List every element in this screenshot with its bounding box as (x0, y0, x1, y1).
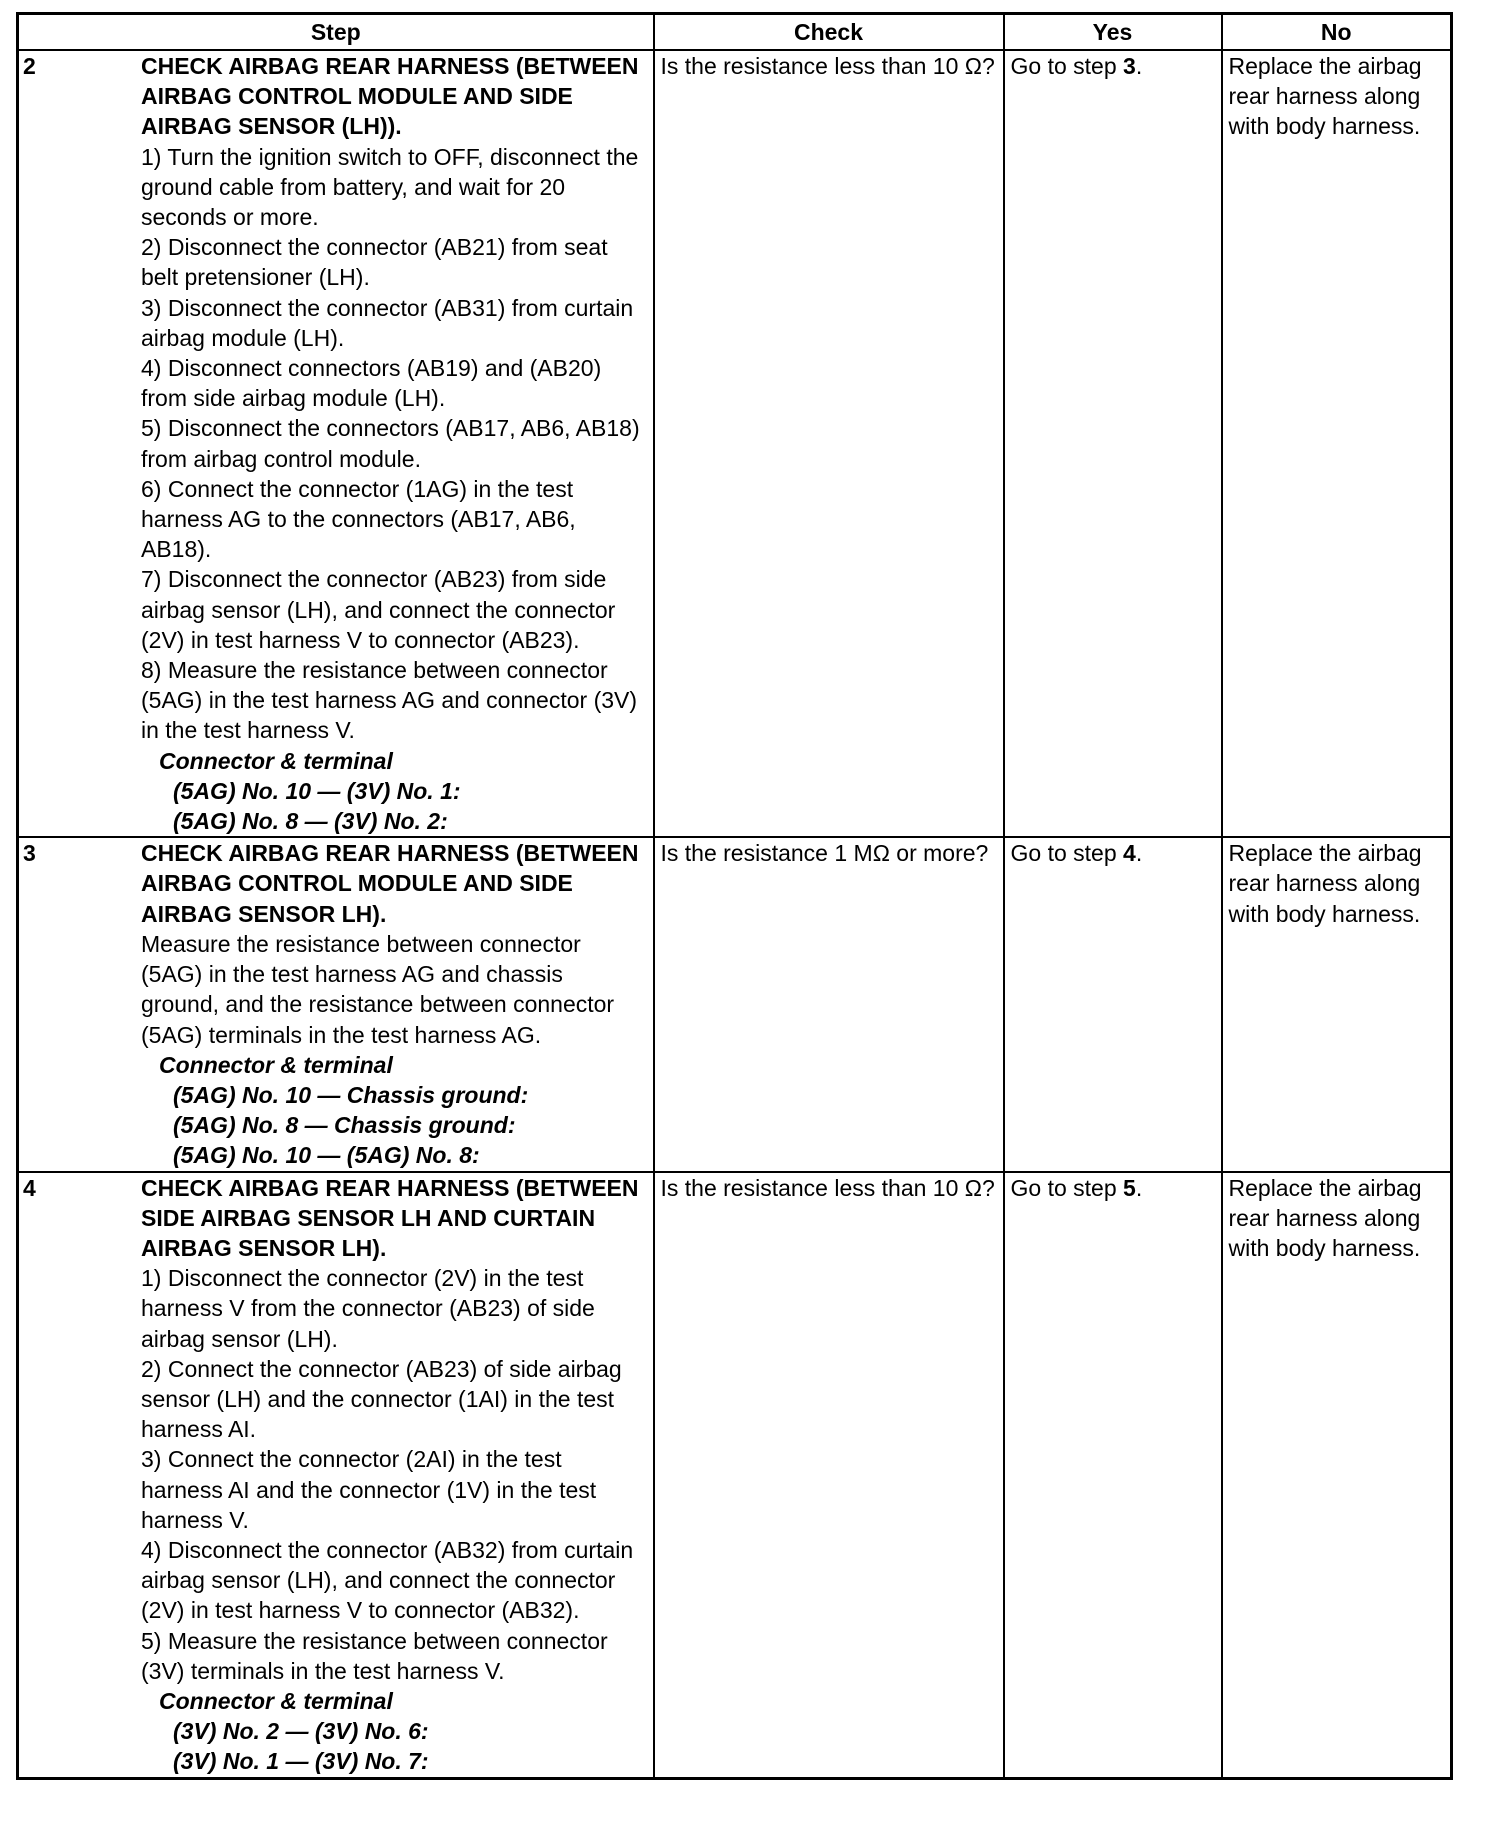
check-cell: Is the resistance 1 MΩ or more? (654, 837, 1004, 1171)
instruction-line: 3) Connect the connector (2AI) in the test harness AI and the connector (1V) in the test harness V. (141, 1446, 597, 1533)
step-text (141, 838, 653, 1170)
yes-cell (1004, 837, 1222, 1171)
table-row (18, 50, 1452, 837)
no-cell: Replace the airbag rear harness along with body harness. (1222, 50, 1452, 837)
connector-terminal-title: Connector & terminal (159, 747, 393, 774)
step-number: 3 (23, 840, 36, 867)
step-text (141, 1173, 653, 1777)
connector-terminal-value: (5AG) No. 8 — Chassis ground: (173, 1112, 516, 1139)
yes-suffix: . (1135, 840, 1143, 867)
instruction-line: 6) Connect the connector (1AG) in the test harness AG to the connectors (AB17, AB6, AB18). (141, 475, 576, 563)
instruction-line: Measure the resistance between connector (5AG) in the test harness AG and chassis ground, and the resistance between connector (5AG) terminals in the test harness AG. (141, 930, 615, 1048)
check-cell: Is the resistance less than 10 Ω? (654, 50, 1004, 837)
yes-step-number: 3 (1123, 53, 1136, 79)
no-cell: Replace the airbag rear harness along with body harness. (1222, 837, 1452, 1171)
table-row (18, 1172, 1452, 1779)
connector-terminal-title: Connector & terminal (159, 1051, 393, 1078)
step-cell (18, 50, 654, 837)
header-no: No (1222, 14, 1452, 51)
step-heading: CHECK AIRBAG REAR HARNESS (BETWEEN AIRBAG CONTROL MODULE AND SIDE AIRBAG SENSOR LH). (141, 840, 639, 927)
instruction-line: 2) Disconnect the connector (AB21) from seat belt pretensioner (LH). (141, 234, 608, 291)
yes-step-number: 5 (1123, 1174, 1136, 1201)
connector-terminal-value: (5AG) No. 10 — (3V) No. 1: (173, 777, 461, 804)
instruction-line: 1) Turn the ignition switch to OFF, disconnect the ground cable from battery, and wait for 20 seconds or more. (141, 143, 639, 231)
instruction-line: 4) Disconnect connectors (AB19) and (AB20) from side airbag module (LH). (141, 355, 602, 412)
connector-terminal-value: (5AG) No. 8 — (3V) No. 2: (173, 808, 448, 835)
table-header-row (18, 14, 1452, 51)
yes-step-number: 4 (1123, 840, 1136, 867)
step-number: 4 (23, 1174, 36, 1201)
instruction-line: 5) Disconnect the connectors (AB17, AB6, AB18) from airbag control module. (141, 415, 640, 472)
yes-cell (1004, 50, 1222, 837)
step-cell (18, 1172, 654, 1779)
step-text (141, 51, 653, 836)
check-cell: Is the resistance less than 10 Ω? (654, 1172, 1004, 1779)
step-number: 2 (23, 53, 36, 79)
yes-cell (1004, 1172, 1222, 1779)
yes-prefix: Go to step (1010, 53, 1124, 79)
instruction-line: 4) Disconnect the connector (AB32) from curtain airbag sensor (LH), and connect the connector (2V) in test harness V to connector (AB32). (141, 1536, 634, 1624)
connector-terminal-value: (5AG) No. 10 — (5AG) No. 8: (173, 1142, 480, 1169)
header-step: Step (18, 14, 654, 51)
troubleshooting-table (16, 12, 1453, 1780)
yes-suffix: . (1135, 1174, 1143, 1201)
table-row (18, 837, 1452, 1171)
connector-terminal-title: Connector & terminal (159, 1687, 393, 1714)
step-heading: CHECK AIRBAG REAR HARNESS (BETWEEN AIRBAG CONTROL MODULE AND SIDE AIRBAG SENSOR (LH)). (141, 53, 639, 140)
step-cell (18, 837, 654, 1171)
connector-terminal-value: (5AG) No. 10 — Chassis ground: (173, 1081, 529, 1108)
instruction-line: 7) Disconnect the connector (AB23) from side airbag sensor (LH), and connect the connector (2V) in test harness V to connector (AB23). (141, 566, 616, 653)
instruction-line: 8) Measure the resistance between connector (5AG) in the test harness AG and connector (3V) in the test harness V. (141, 657, 638, 744)
connector-terminal-value: (3V) No. 2 — (3V) No. 6: (173, 1718, 429, 1745)
connector-terminal-value: (3V) No. 1 — (3V) No. 7: (173, 1748, 429, 1775)
step-heading: CHECK AIRBAG REAR HARNESS (BETWEEN SIDE AIRBAG SENSOR LH AND CURTAIN AIRBAG SENSOR LH). (141, 1174, 639, 1261)
instruction-line: 3) Disconnect the connector (AB31) from curtain airbag module (LH). (141, 294, 634, 351)
procedure-document (16, 12, 1450, 1780)
instruction-line: 1) Disconnect the connector (2V) in the test harness V from the connector (AB23) of side airbag sensor (LH). (141, 1265, 595, 1352)
header-check: Check (654, 14, 1004, 51)
no-cell: Replace the airbag rear harness along with body harness. (1222, 1172, 1452, 1779)
instruction-line: 5) Measure the resistance between connector (3V) terminals in the test harness V. (141, 1627, 608, 1684)
header-yes: Yes (1004, 14, 1222, 51)
yes-prefix: Go to step (1010, 840, 1124, 867)
yes-prefix: Go to step (1010, 1174, 1124, 1201)
instruction-line: 2) Connect the connector (AB23) of side airbag sensor (LH) and the connector (1AI) in the test harness AI. (141, 1355, 622, 1443)
yes-suffix: . (1135, 53, 1143, 79)
